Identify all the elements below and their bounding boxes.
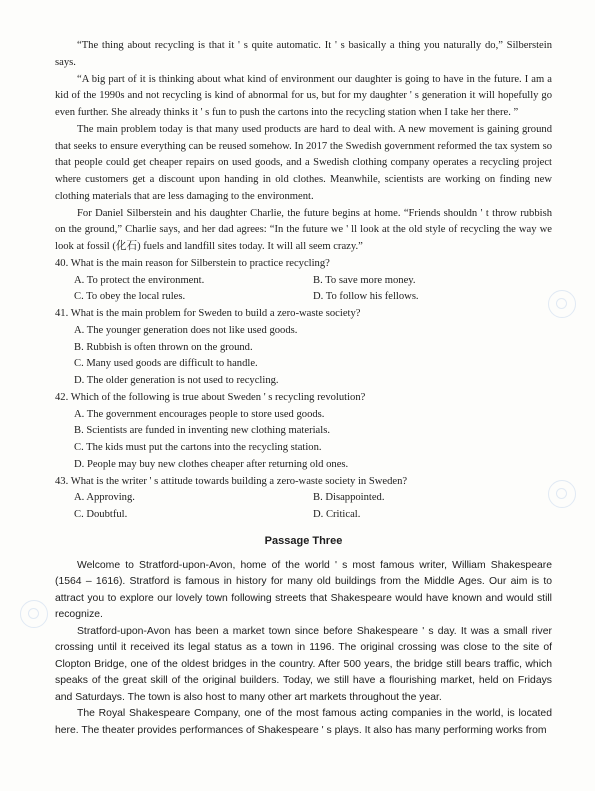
question-43 bbox=[55, 474, 552, 524]
paragraph: The Royal Shakespeare Company, one of the most famous acting companies in the world, is located here. The theater provides performances of Shakespeare ' s plays. It also has many performing works from bbox=[55, 708, 552, 736]
option-a: A. The younger generation does not like used goods. bbox=[74, 324, 298, 336]
option-b: B. Scientists are funded in inventing new clothing materials. bbox=[74, 425, 330, 437]
question-stem: 43. What is the writer ' s attitude towards building a zero-waste society in Sweden? bbox=[55, 475, 408, 487]
page-content bbox=[55, 38, 552, 739]
option-a: A. The government encourages people to store used goods. bbox=[74, 408, 325, 420]
paragraph: Stratford-upon-Avon has been a market town since before Shakespeare ' s day. It was a small river crossing until it received its legal status as a town in 1196. The original crossing was close to the site of Clopton Bridge, one of the oldest bridges in the country. After 500 years, the bridge still bears traffic, which speaks of the great skill of the original builders. Today, we still have a flourishing market, held on Fridays and Saturdays. The town is also host to many other art markets throughout the year. bbox=[55, 625, 552, 703]
option-b: B. Disappointed. bbox=[313, 492, 385, 504]
watermark-logo-icon bbox=[20, 600, 48, 628]
paragraph: “The thing about recycling is that it ' s quite automatic. It ' s basically a thing you naturally do,” Silberstein says. bbox=[55, 40, 552, 68]
passage-three-body bbox=[55, 558, 552, 740]
paragraph: “A big part of it is thinking about what kind of environment our daughter is going to have in the future. I am a kid of the 1990s and not recycling is kind of abnormal for us, but for my daughter ' s generation it will hopefully go even further. She already thinks it ' s fun to push the cartons into the recycling station when I take her there. ” bbox=[55, 73, 552, 118]
option-c: C. The kids must put the cartons into the recycling station. bbox=[74, 442, 322, 453]
option-b: B. Rubbish is often thrown on the ground. bbox=[74, 341, 253, 353]
option-d: D. To follow his fellows. bbox=[313, 291, 419, 303]
option-d: D. Critical. bbox=[313, 509, 361, 520]
question-41 bbox=[55, 306, 552, 390]
paragraph: For Daniel Silberstein and his daughter Charlie, the future begins at home. “Friends shouldn ' t throw rubbish on the ground,” Charlie says, and her dad agrees: “In the future we ' ll look at the old style of recycling the way we look at fossil (化石) fuels and landfill sites today. It will all seem crazy.” bbox=[55, 207, 552, 252]
watermark-logo-icon bbox=[548, 480, 576, 508]
passage-title: Passage Three bbox=[264, 534, 343, 547]
option-d: D. The older generation is not used to recycling. bbox=[74, 375, 279, 386]
question-stem: 41. What is the main problem for Sweden to build a zero-waste society? bbox=[55, 308, 361, 319]
option-a: A. To protect the environment. bbox=[74, 274, 205, 286]
question-40 bbox=[55, 256, 552, 306]
question-stem: 40. What is the main reason for Silberstein to practice recycling? bbox=[55, 257, 330, 269]
option-d: D. People may buy new clothes cheaper after returning old ones. bbox=[74, 458, 349, 470]
option-c: C. Many used goods are difficult to handle. bbox=[74, 358, 258, 370]
question-stem: 42. Which of the following is true about Sweden ' s recycling revolution? bbox=[55, 391, 366, 403]
option-c: C. To obey the local rules. bbox=[74, 291, 186, 303]
paragraph: The main problem today is that many used products are hard to deal with. A new movement is gaining ground that seeks to ensure everything can be reused somehow. In 2017 the Swedish government reformed the tax system so that people could get cheaper repairs on used goods, and a Swedish clothing company operates a recycling project where customers get a discount upon handing in old clothes. Meanwhile, scientists are working on finding new clothing materials that are less damaging to the environment. bbox=[55, 123, 552, 202]
option-a: A. Approving. bbox=[74, 492, 135, 504]
option-c: C. Doubtful. bbox=[74, 509, 128, 520]
option-b: B. To save more money. bbox=[313, 274, 416, 286]
question-42 bbox=[55, 390, 552, 474]
paragraph: Welcome to Stratford-upon-Avon, home of the world ' s most famous writer, William Shakespeare (1564 – 1616). Stratford is famous in history for many old buildings from the Middle Ages. Our aim is to attract you to explore our lovely town following streets that Shakespeare would have known and would still recognize. bbox=[55, 559, 552, 620]
watermark-logo-icon bbox=[548, 290, 576, 318]
